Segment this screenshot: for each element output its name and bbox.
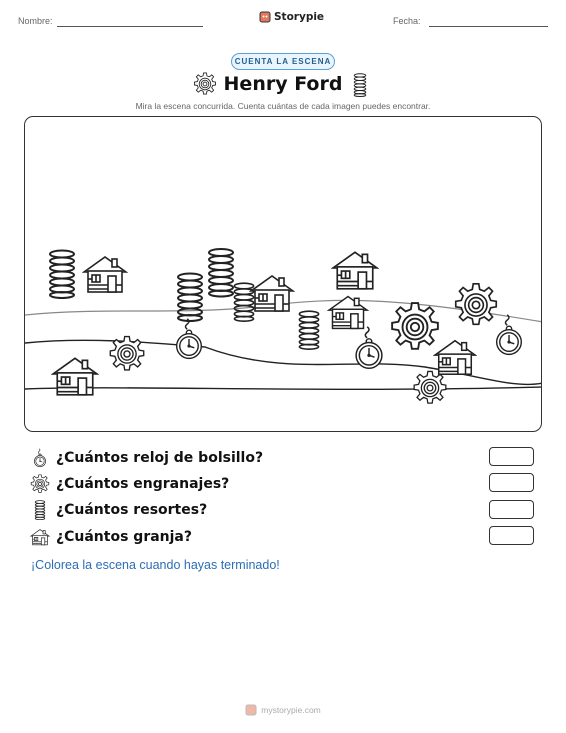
color-instruction: ¡Colorea la escena cuando hayas terminado! [31, 558, 280, 572]
spring [234, 283, 253, 321]
title-spring-icon [352, 73, 368, 97]
name-line[interactable] [57, 26, 203, 27]
pocket-watch [356, 327, 382, 368]
scene-panel[interactable] [24, 116, 542, 432]
pocket-watch-icon [30, 448, 50, 468]
question-text: ¿Cuántos engranajes? [56, 476, 230, 492]
question-springs [30, 499, 207, 521]
footer-url[interactable]: mystorypie.com [261, 705, 321, 715]
gear [456, 284, 496, 324]
storypie-logo-icon [259, 11, 271, 23]
spring-icon [30, 500, 50, 520]
question-farmhouses [30, 526, 192, 548]
answer-box-farmhouses[interactable] [489, 526, 534, 545]
activity-badge: CUENTA LA ESCENA [231, 53, 335, 70]
pocket-watch [177, 319, 202, 359]
farmhouse-icon [30, 527, 50, 547]
instructions: Mira la escena concurrida. Cuenta cuántas de cada imagen puedes encontrar. [135, 101, 431, 111]
gear [110, 337, 143, 370]
gear [392, 303, 438, 349]
name-label: Nombre: [18, 16, 53, 26]
spring [209, 249, 233, 297]
farmhouse [435, 341, 475, 374]
storypie-footer-icon [245, 704, 257, 716]
spring [299, 311, 318, 349]
page-title: Henry Ford [223, 73, 343, 95]
spring [178, 274, 202, 322]
farmhouse [84, 257, 126, 292]
question-pocket-watch [30, 447, 263, 469]
farmhouse [53, 358, 97, 395]
farmhouse [333, 252, 377, 289]
spring [50, 251, 74, 299]
farmhouse [329, 296, 367, 328]
gear-icon [30, 474, 50, 494]
brand-name: Storypie [274, 11, 325, 23]
date-line[interactable] [429, 26, 548, 27]
question-gears [30, 473, 229, 495]
question-text: ¿Cuántos granja? [56, 529, 193, 545]
answer-box-pocket-watch[interactable] [489, 447, 534, 466]
question-text: ¿Cuántos reloj de bolsillo? [56, 450, 264, 466]
footer [0, 704, 566, 716]
brand-logo [259, 11, 324, 23]
question-text: ¿Cuántos resortes? [56, 502, 208, 518]
farmhouse [251, 276, 293, 311]
gear [414, 371, 446, 403]
answer-box-springs[interactable] [489, 500, 534, 519]
scene-illustration [25, 117, 542, 432]
pocket-watch [497, 315, 522, 355]
date-label: Fecha: [393, 16, 421, 26]
answer-box-gears[interactable] [489, 473, 534, 492]
